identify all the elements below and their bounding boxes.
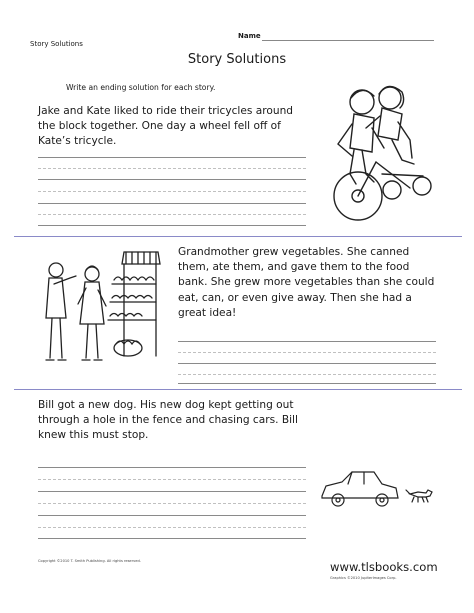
copyright-text: Copyright ©2010 T. Smith Publishing. All rights reserved.	[38, 559, 141, 563]
answer-line[interactable]	[178, 341, 436, 342]
answer-line-guide	[38, 503, 306, 504]
page-title: Story Solutions	[187, 52, 287, 67]
answer-line[interactable]	[38, 225, 306, 226]
answer-line[interactable]	[178, 383, 436, 384]
answer-line[interactable]	[38, 515, 306, 516]
children-on-tricycle-illustration	[318, 78, 438, 228]
car-and-dog-illustration	[318, 466, 444, 512]
answer-line[interactable]	[38, 203, 306, 204]
answer-line[interactable]	[38, 179, 306, 180]
answer-line-guide	[38, 191, 306, 192]
answer-line-guide	[38, 479, 306, 480]
answer-line-guide	[38, 527, 306, 528]
answer-line[interactable]	[38, 467, 306, 468]
answer-line-guide	[38, 168, 306, 169]
answer-line[interactable]	[38, 157, 306, 158]
vegetable-stand-illustration	[32, 244, 162, 382]
answer-line-guide	[38, 214, 306, 215]
section-divider	[14, 389, 462, 390]
story-1-text: Jake and Kate liked to ride their tricycles around the block together. One day a wheel fell off of Kate’s tricycle.	[38, 105, 294, 148]
answer-line-guide	[178, 352, 436, 353]
instructions: Write an ending solution for each story.	[66, 83, 216, 92]
story-2-text: Grandmother grew vegetables. She canned them, ate them, and gave them to the food bank. She grew more vegetables than she could eat, can, or even give away. Then she had a great idea!	[178, 246, 435, 319]
answer-line[interactable]	[38, 491, 306, 492]
name-line[interactable]	[262, 40, 434, 41]
website-link[interactable]: www.tlsbooks.com	[330, 560, 438, 574]
answer-line-guide	[178, 374, 436, 375]
graphics-credit: Graphics ©2010 JupiterImages Corp.	[330, 576, 397, 580]
story-3-text: Bill got a new dog. His new dog kept getting out through a hole in the fence and chasing cars. Bill knew this must stop.	[38, 399, 298, 442]
answer-line[interactable]	[178, 363, 436, 364]
name-label: Name	[238, 32, 261, 40]
answer-line[interactable]	[38, 538, 306, 539]
worksheet-label: Story Solutions	[30, 40, 83, 48]
section-divider	[14, 236, 462, 237]
